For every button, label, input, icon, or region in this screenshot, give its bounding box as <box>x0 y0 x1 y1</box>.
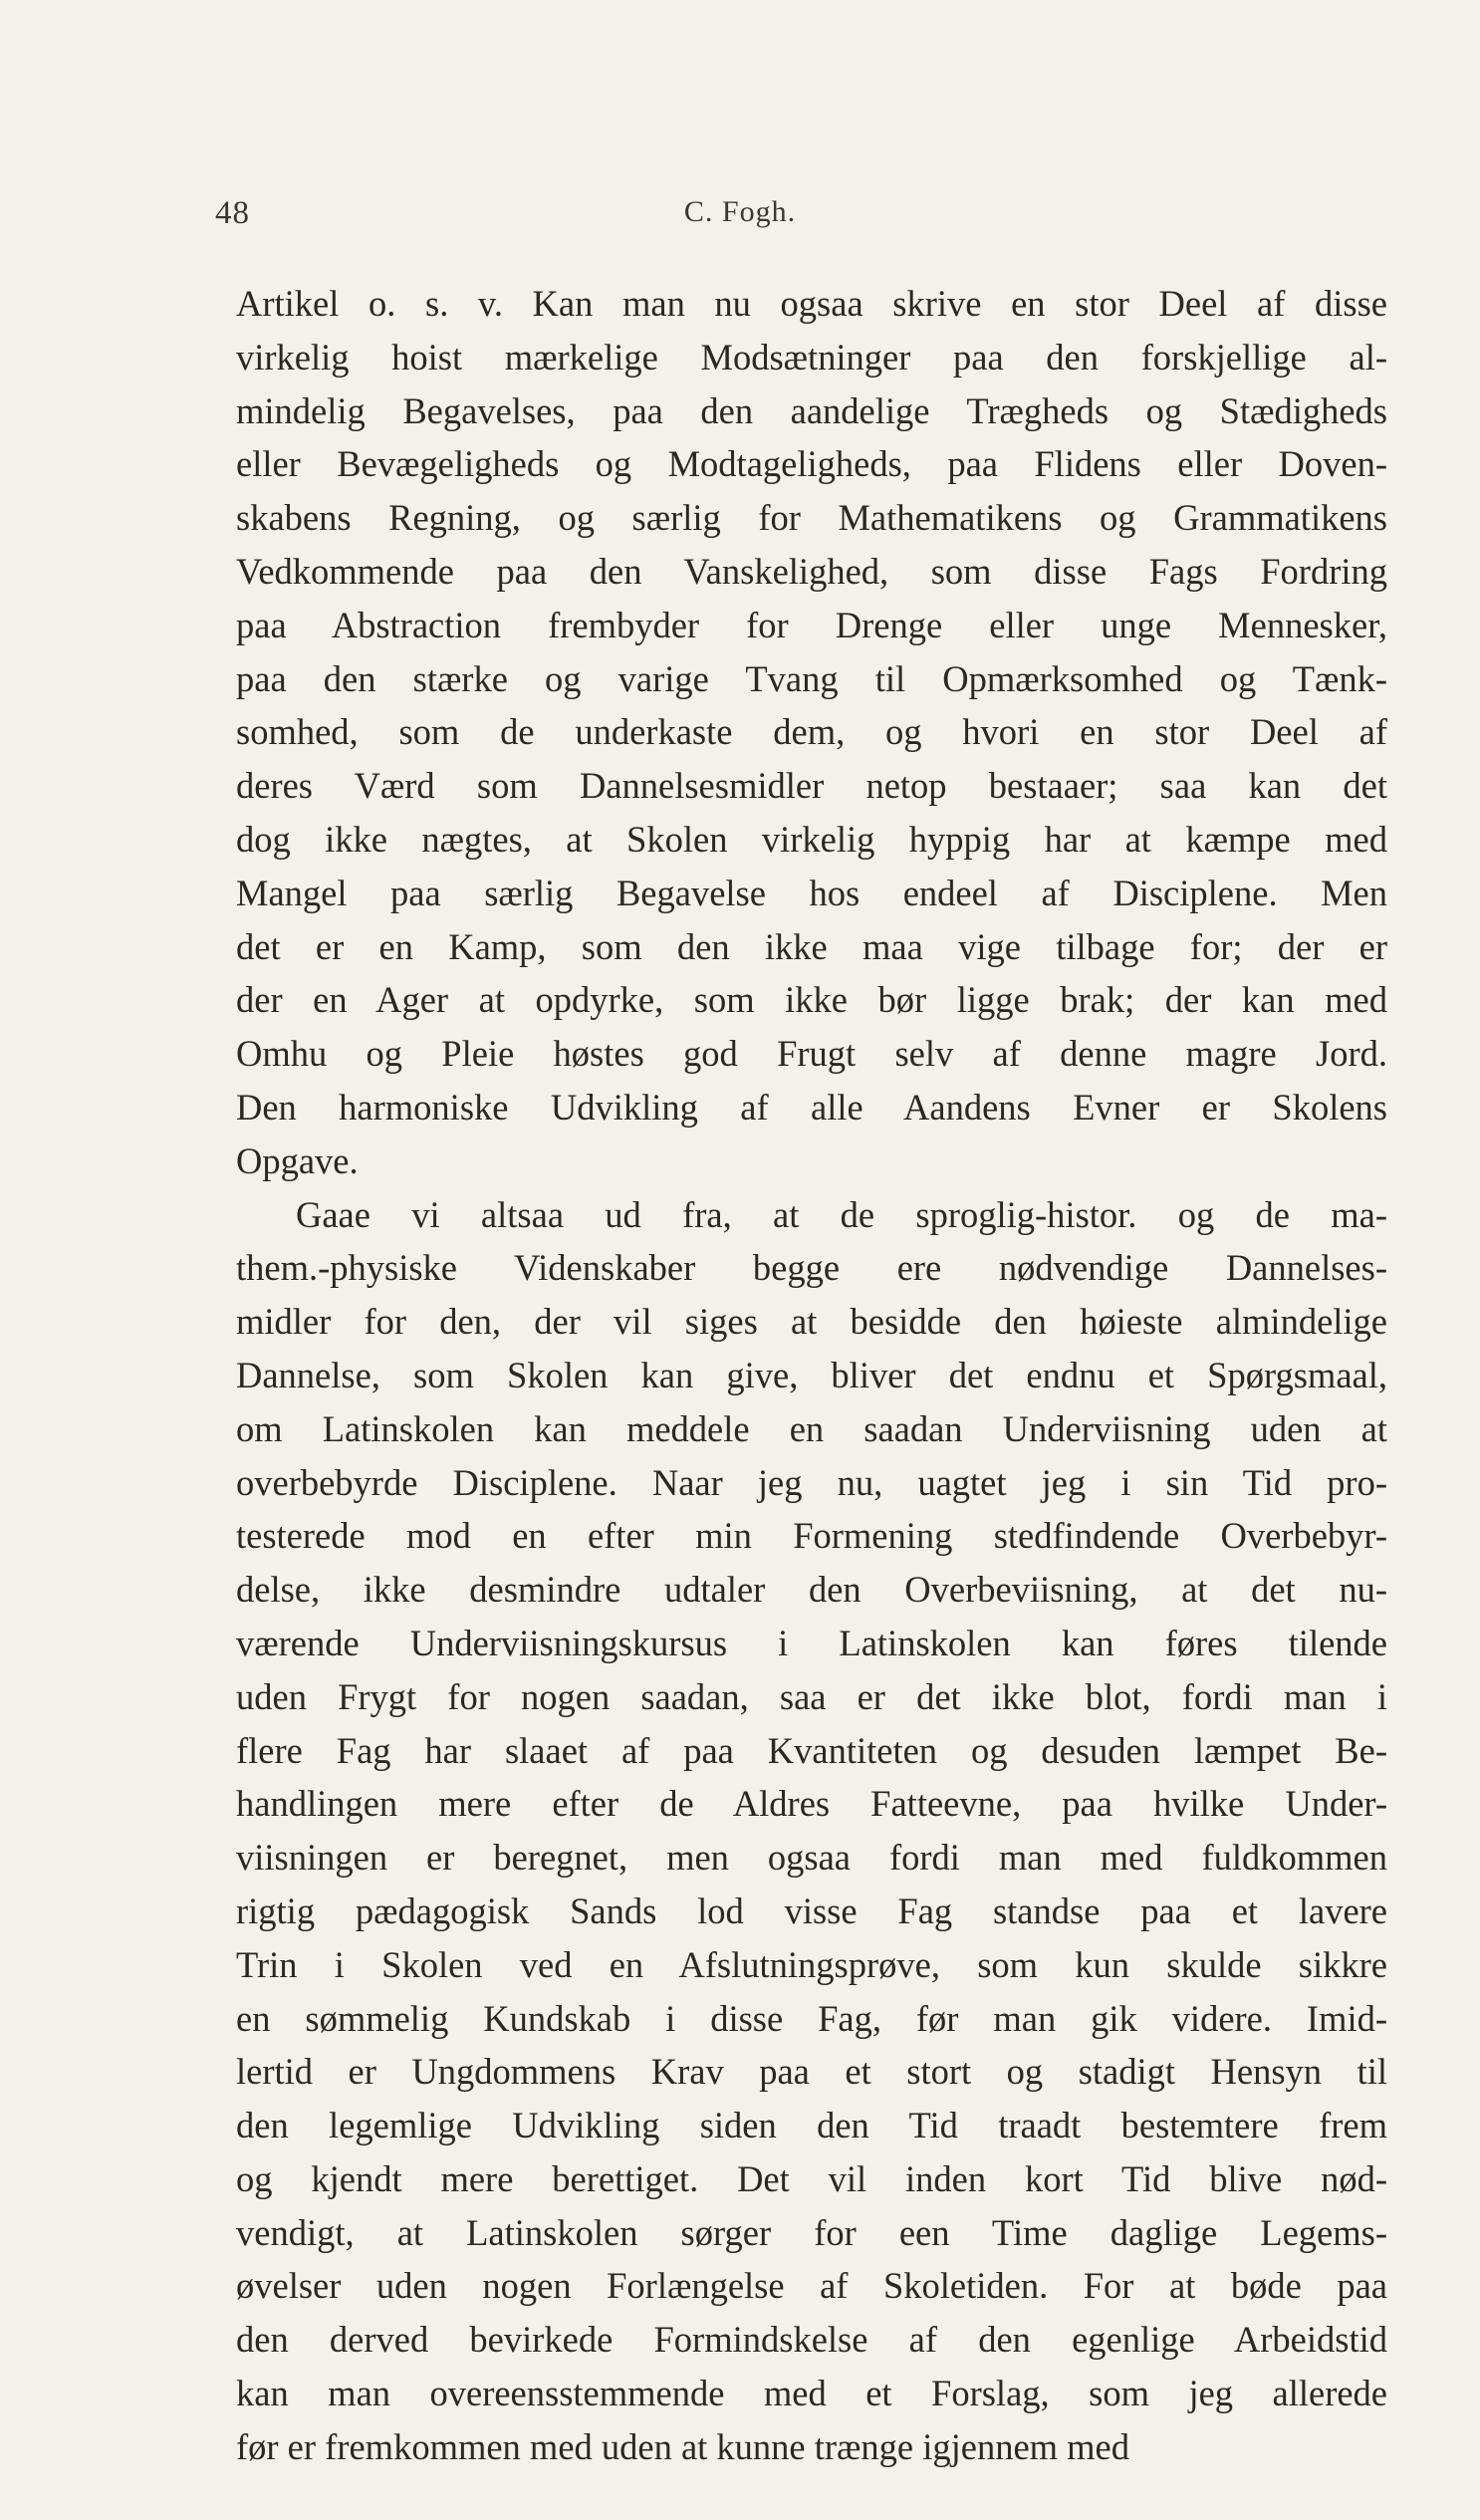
text-line: Dannelse, som Skolen kan give, bliver det endnu et Spørgsmaal, <box>236 1354 1387 1395</box>
text-line: mindelig Begavelses, paa den aandelige Trægheds og Stædigheds <box>236 389 1387 431</box>
text-line: den derved bevirkede Formindskelse af den egenlige Arbeidstid <box>236 2319 1387 2361</box>
text-line: og kjendt mere berettiget. Det vil inden kort Tid blive nød- <box>236 2157 1387 2199</box>
text-line: them.-physiske Videnskaber begge ere nødvendige Dannelses- <box>236 1247 1387 1289</box>
running-head: C. Fogh. <box>683 195 797 228</box>
text-line: handlingen mere efter de Aldres Fatteevne, paa hvilke Under- <box>236 1783 1387 1825</box>
text-line: kan man overeensstemmende med et Forslag, som jeg allerede <box>236 2373 1387 2414</box>
text-line: virkelig hoist mærkelige Modsætninger paa den forskjellige al- <box>236 336 1387 378</box>
text-line: uden Frygt for nogen saadan, saa er det ikke blot, fordi man i <box>236 1675 1387 1717</box>
text-line: delse, ikke desmindre udtaler den Overbeviisning, at det nu- <box>236 1569 1387 1611</box>
text-line: Gaae vi altsaa ud fra, at de sproglig-histor. og de ma- <box>296 1193 1387 1235</box>
text-line: somhed, som de underkaste dem, og hvori en stor Deel af <box>236 711 1387 753</box>
text-line: eller Bevægeligheds og Modtageligheds, paa Flidens eller Doven- <box>236 443 1387 485</box>
text-line: dog ikke nægtes, at Skolen virkelig hyppig har at kæmpe med <box>236 818 1387 860</box>
text-line: Opgave. <box>236 1139 359 1181</box>
text-line: overbebyrde Disciplene. Naar jeg nu, uagtet jeg i sin Tid pro- <box>236 1461 1387 1503</box>
text-line: flere Fag har slaaet af paa Kvantiteten og desuden læmpet Be- <box>236 1729 1387 1771</box>
text-line: om Latinskolen kan meddele en saadan Underviisning uden at <box>236 1407 1387 1449</box>
text-line: Vedkommende paa den Vanskelighed, som disse Fags Fordring <box>236 550 1387 592</box>
text-line: øvelser uden nogen Forlængelse af Skoletiden. For at bøde paa <box>236 2265 1387 2307</box>
paragraph <box>236 1188 1387 2474</box>
text-line: viisningen er beregnet, men ogsaa fordi man med fuldkommen <box>236 1837 1387 1879</box>
text-line: lertid er Ungdommens Krav paa et stort og stadigt Hensyn til <box>236 2051 1387 2093</box>
text-line: midler for den, der vil siges at besidde den høieste almindelige <box>236 1301 1387 1343</box>
text-line: før er fremkommen med uden at kunne trænge igjennem med <box>236 2425 1130 2467</box>
text-line: det er en Kamp, som den ikke maa vige tilbage for; der er <box>236 925 1387 967</box>
text-line: paa den stærke og varige Tvang til Opmærksomhed og Tænk- <box>236 657 1387 699</box>
text-line: testerede mod en efter min Formening stedfindende Overbebyr- <box>236 1515 1387 1557</box>
text-line: Mangel paa særlig Begavelse hos endeel af Disciplene. Men <box>236 872 1387 913</box>
text-line: rigtig pædagogisk Sands lod visse Fag standse paa et lavere <box>236 1890 1387 1931</box>
text-line: der en Ager at opdyrke, som ikke bør ligge brak; der kan med <box>236 979 1387 1021</box>
text-line: skabens Regning, og særlig for Mathematikens og Grammatikens <box>236 497 1387 539</box>
text-line: deres Værd som Dannelsesmidler netop bestaaer; saa kan det <box>236 765 1387 807</box>
text-line: paa Abstraction frembyder for Drenge eller unge Mennesker, <box>236 604 1387 645</box>
text-line: værende Underviisningskursus i Latinskolen kan føres tilende <box>236 1622 1387 1663</box>
text-line: Artikel o. s. v. Kan man nu ogsaa skrive en stor Deel af disse <box>236 283 1387 324</box>
paragraph <box>236 277 1387 1188</box>
page-header <box>0 195 1480 239</box>
text-line: den legemlige Udvikling siden den Tid traadt bestemtere frem <box>236 2105 1387 2146</box>
text-line: Omhu og Pleie høstes god Frugt selv af denne magre Jord. <box>236 1033 1387 1075</box>
text-line: vendigt, at Latinskolen sørger for een Time daglige Legems- <box>236 2211 1387 2253</box>
page-number: 48 <box>215 195 250 231</box>
text-line: Trin i Skolen ved en Afslutningsprøve, som kun skulde sikkre <box>236 1943 1387 1985</box>
body-text <box>236 277 1387 2474</box>
text-line: en sømmelig Kundskab i disse Fag, før man gik videre. Imid- <box>236 1997 1387 2039</box>
text-line: Den harmoniske Udvikling af alle Aandens Evner er Skolens <box>236 1086 1387 1128</box>
